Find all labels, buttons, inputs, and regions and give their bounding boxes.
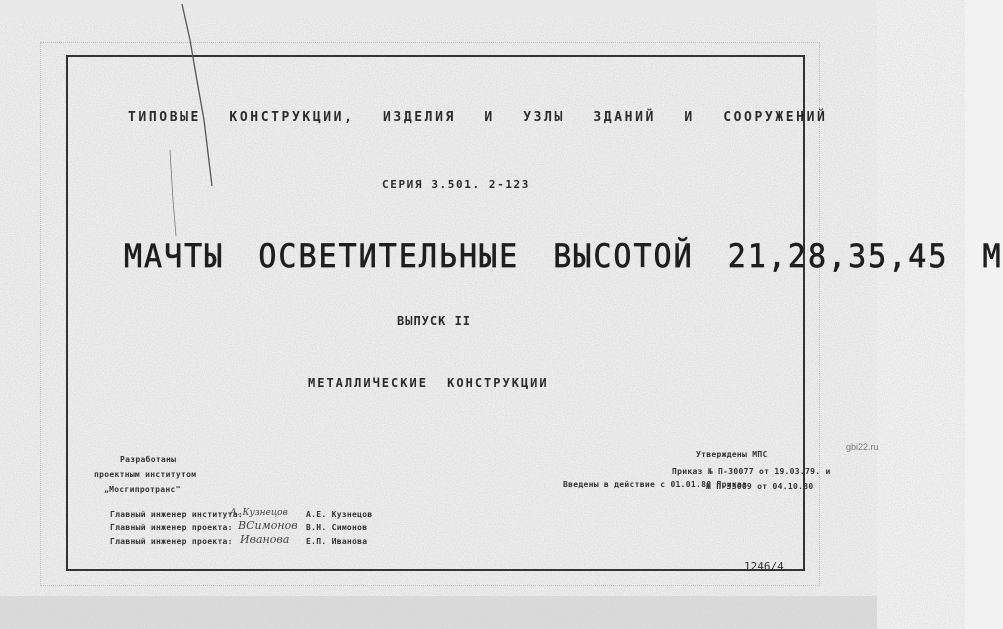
- signature-role-1: Главный инженер института:: [110, 510, 244, 519]
- signature-role-2: Главный инженер проекта:: [110, 523, 233, 532]
- developer-line-3: „Мосгипротранс": [104, 485, 181, 494]
- approval-line-1: Утверждены МПС: [696, 450, 768, 459]
- signature-name-1: А.Е. Кузнецов: [306, 510, 373, 519]
- issue-number: ВЫПУСК II: [397, 314, 472, 328]
- signature-3: Иванова: [240, 533, 290, 546]
- signature-name-3: Е.П. Иванова: [306, 537, 368, 546]
- main-title: МАЧТЫ ОСВЕТИТЕЛЬНЫЕ ВЫСОТОЙ 21,28,35,45 М: [124, 238, 1003, 276]
- sheet-number: 1246/4: [744, 560, 784, 573]
- signature-2: ВСимонов: [238, 519, 298, 532]
- approval-line-4: № П-33009 от 04.10.80: [706, 482, 814, 491]
- series-number: СЕРИЯ 3.501. 2-123: [382, 178, 531, 191]
- signature-name-2: В.Н. Симонов: [306, 523, 368, 532]
- watermark: gbi22.ru: [846, 442, 879, 452]
- developer-line-2: проектным институтом: [94, 470, 197, 479]
- signature-role-3: Главный инженер проекта:: [110, 537, 233, 546]
- developer-line-1: Разработаны: [120, 455, 177, 464]
- approval-line-2: Приказ № П-30077 от 19.03.79. и: [672, 467, 831, 476]
- header-line: ТИПОВЫЕ КОНСТРУКЦИИ, ИЗДЕЛИЯ И УЗЛЫ ЗДАНИЙ И СООРУЖЕНИЙ: [128, 110, 828, 125]
- signature-1: А. Кузнецов: [230, 508, 288, 518]
- subtitle: МЕТАЛЛИЧЕСКИЕ КОНСТРУКЦИИ: [308, 376, 549, 390]
- approval-line-3: Введены в действие с 01.01.80 Приказ: [563, 480, 748, 489]
